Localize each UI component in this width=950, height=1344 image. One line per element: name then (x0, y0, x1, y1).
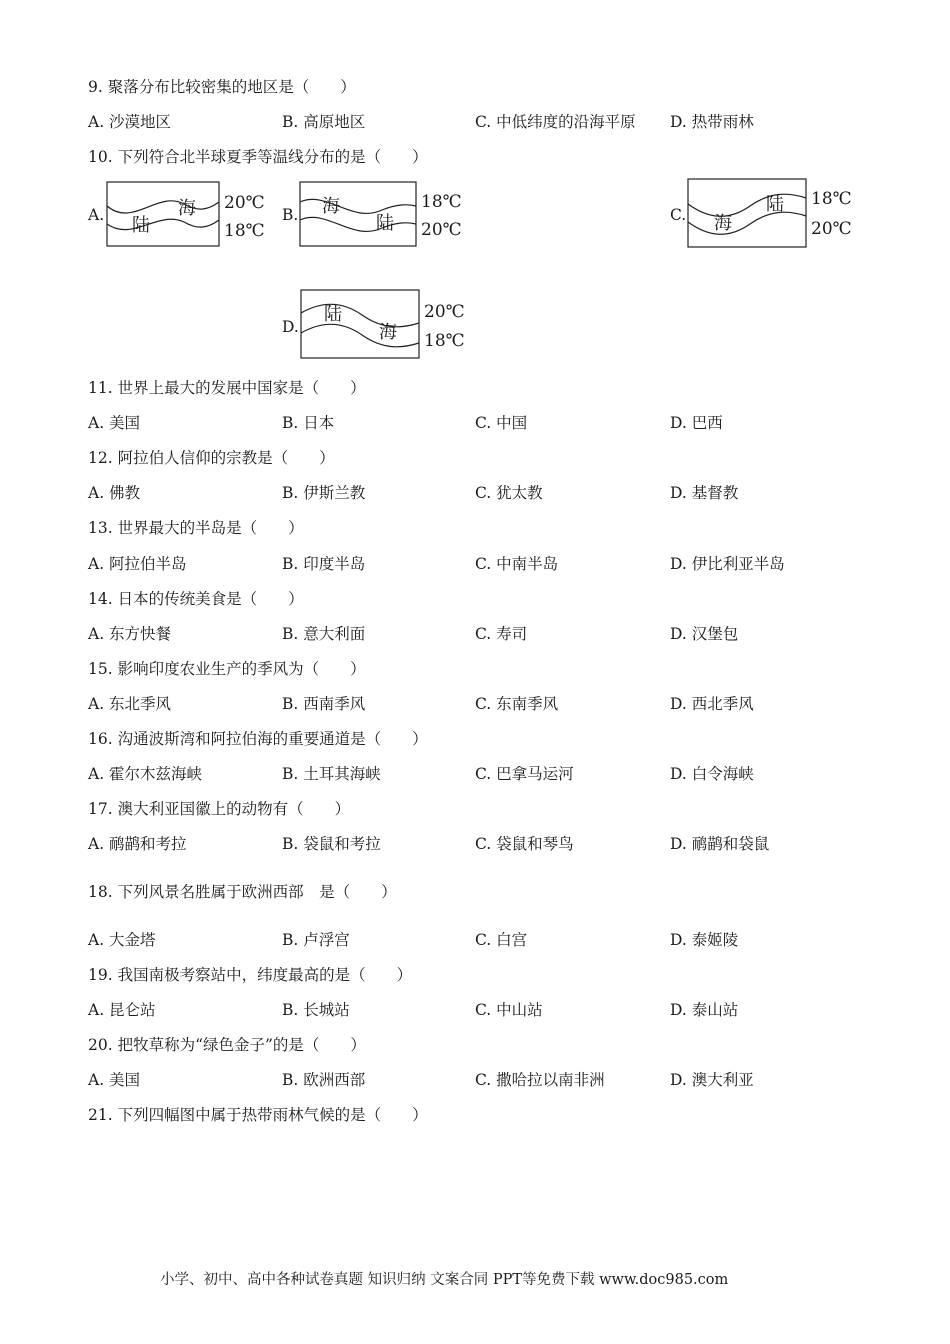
option-13c: C. 中南半岛 (475, 555, 559, 573)
isotherm-diagram-c (670, 178, 850, 250)
isotherm-diagram-a (88, 180, 268, 250)
diagram-c-top-temp: 18℃ (811, 189, 852, 209)
question-13: 13. 世界最大的半岛是（ ） (88, 519, 304, 537)
option-13d: D. 伊比利亚半岛 (670, 555, 785, 573)
option-16c: C. 巴拿马运河 (475, 765, 574, 783)
question-19: 19. 我国南极考察站中，纬度最高的是（ ） (88, 966, 413, 984)
page-footer: 小学、初中、高中各种试卷真题 知识归纳 文案合同 PPT等免费下载 www.doc985.com (160, 1272, 729, 1288)
diagram-d-bottom-temp: 18℃ (424, 331, 465, 351)
isotherm-diagram-b (282, 180, 462, 250)
diagram-b-left-word: 海 (322, 196, 340, 217)
option-15a: A. 东北季风 (88, 695, 172, 713)
option-16b: B. 土耳其海峡 (282, 765, 381, 783)
option-12a: A. 佛教 (88, 484, 141, 502)
option-18d: D. 泰姬陵 (670, 931, 739, 949)
option-15b: B. 西南季风 (282, 695, 366, 713)
question-12: 12. 阿拉伯人信仰的宗教是（ ） (88, 449, 335, 467)
option-16d: D. 白令海峡 (670, 765, 754, 783)
option-17b: B. 袋鼠和考拉 (282, 835, 381, 853)
diagram-b-letter: B. (282, 206, 299, 224)
option-9b: B. 高原地区 (282, 113, 366, 131)
option-14a: A. 东方快餐 (88, 625, 172, 643)
option-13a: A. 阿拉伯半岛 (88, 555, 187, 573)
diagram-a-left-word: 陆 (132, 215, 150, 236)
option-20b: B. 欧洲西部 (282, 1071, 366, 1089)
question-11: 11. 世界上最大的发展中国家是（ ） (88, 379, 366, 397)
option-19a: A. 昆仑站 (88, 1001, 156, 1019)
option-11d: D. 巴西 (670, 414, 723, 432)
option-11b: B. 日本 (282, 414, 335, 432)
diagram-c-left-word: 海 (714, 213, 732, 234)
option-17c: C. 袋鼠和琴鸟 (475, 835, 574, 853)
question-9: 9. 聚落分布比较密集的地区是（ ） (88, 78, 356, 96)
diagram-a-letter: A. (88, 206, 105, 224)
question-21: 21. 下列四幅图中属于热带雨林气候的是（ ） (88, 1106, 428, 1124)
diagram-a-right-word: 海 (178, 198, 196, 219)
option-15d: D. 西北季风 (670, 695, 754, 713)
question-17: 17. 澳大利亚国徽上的动物有（ ） (88, 800, 351, 818)
diagram-d-left-word: 陆 (324, 304, 342, 325)
question-20: 20. 把牧草称为“绿色金子”的是（ ） (88, 1036, 366, 1054)
question-15: 15. 影响印度农业生产的季风为（ ） (88, 660, 366, 678)
question-18: 18. 下列风景名胜属于欧洲西部 是（ ） (88, 883, 397, 901)
option-18c: C. 白宫 (475, 931, 528, 949)
option-14d: D. 汉堡包 (670, 625, 739, 643)
option-17a: A. 鸸鹋和考拉 (88, 835, 187, 853)
diagram-a-top-temp: 20℃ (224, 193, 265, 213)
option-18a: A. 大金塔 (88, 931, 156, 949)
diagram-b-bottom-temp: 20℃ (421, 220, 462, 240)
option-19d: D. 泰山站 (670, 1001, 739, 1019)
option-16a: A. 霍尔木兹海峡 (88, 765, 203, 783)
option-19b: B. 长城站 (282, 1001, 350, 1019)
option-18b: B. 卢浮宫 (282, 931, 350, 949)
option-14b: B. 意大利面 (282, 625, 366, 643)
diagram-b-right-word: 陆 (376, 213, 394, 234)
option-9c: C. 中低纬度的沿海平原 (475, 113, 636, 131)
option-15c: C. 东南季风 (475, 695, 559, 713)
isotherm-diagram-d (282, 289, 467, 361)
question-16: 16. 沟通波斯湾和阿拉伯海的重要通道是（ ） (88, 730, 428, 748)
option-11c: C. 中国 (475, 414, 528, 432)
option-14c: C. 寿司 (475, 625, 528, 643)
option-20a: A. 美国 (88, 1071, 141, 1089)
option-12b: B. 伊斯兰教 (282, 484, 366, 502)
option-12d: D. 基督教 (670, 484, 739, 502)
diagram-d-top-temp: 20℃ (424, 302, 465, 322)
option-17d: D. 鸸鹋和袋鼠 (670, 835, 770, 853)
diagram-d-letter: D. (282, 318, 299, 336)
diagram-b-top-temp: 18℃ (421, 192, 462, 212)
diagram-d-right-word: 海 (379, 322, 397, 343)
option-20d: D. 澳大利亚 (670, 1071, 754, 1089)
diagram-c-bottom-temp: 20℃ (811, 219, 852, 239)
option-9a: A. 沙漠地区 (88, 113, 172, 131)
option-13b: B. 印度半岛 (282, 555, 366, 573)
question-10: 10. 下列符合北半球夏季等温线分布的是（ ） (88, 148, 428, 166)
option-12c: C. 犹太教 (475, 484, 543, 502)
option-9d: D. 热带雨林 (670, 113, 754, 131)
question-14: 14. 日本的传统美食是（ ） (88, 590, 304, 608)
diagram-a-bottom-temp: 18℃ (224, 221, 265, 241)
diagram-c-letter: C. (670, 206, 687, 224)
diagram-c-right-word: 陆 (766, 194, 784, 215)
option-11a: A. 美国 (88, 414, 141, 432)
option-20c: C. 撒哈拉以南非洲 (475, 1071, 605, 1089)
option-19c: C. 中山站 (475, 1001, 543, 1019)
